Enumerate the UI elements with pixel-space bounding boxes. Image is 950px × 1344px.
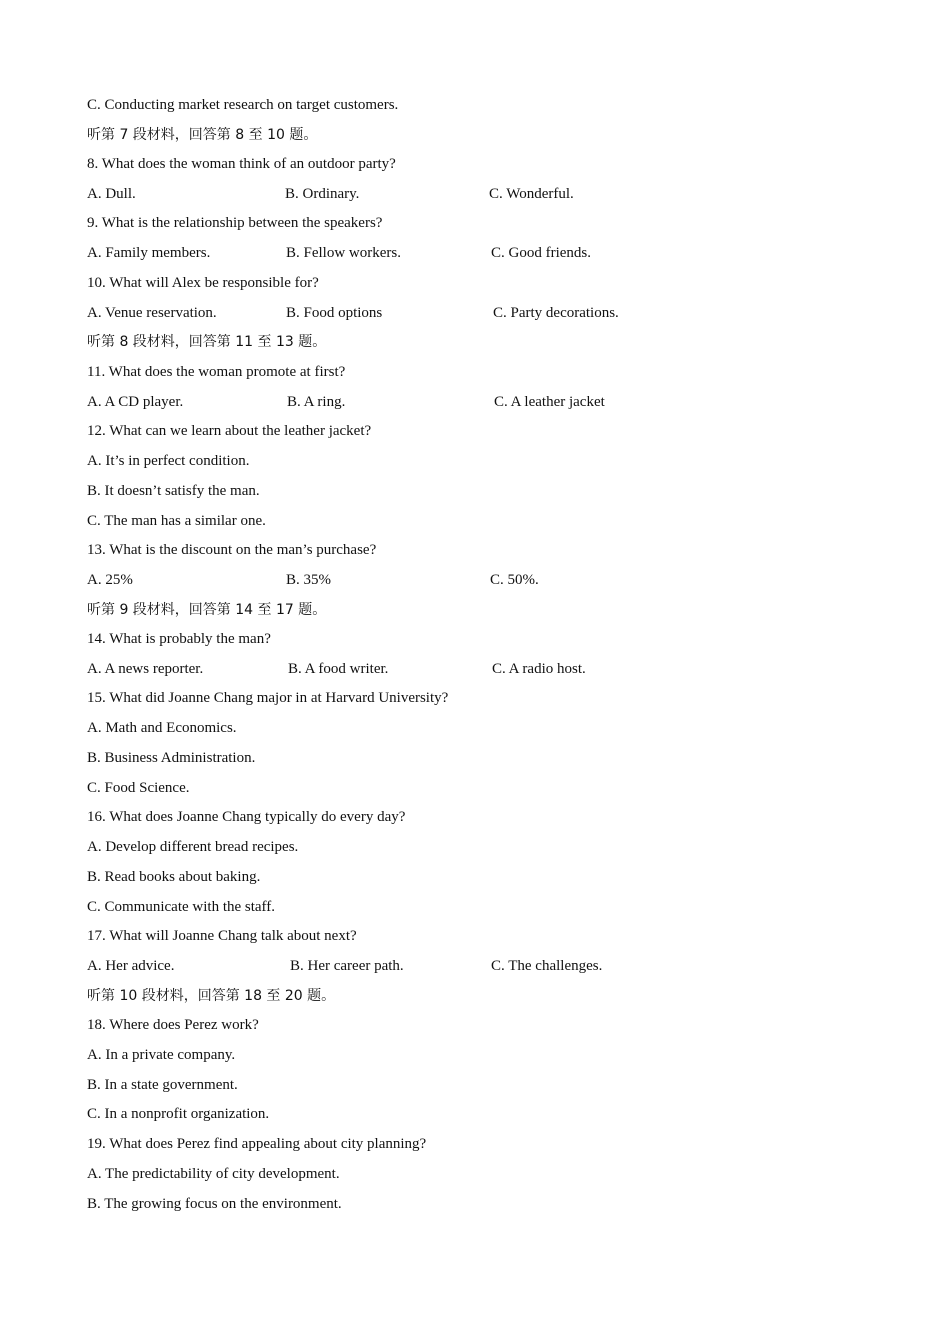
options-row-8 — [87, 183, 687, 205]
question-14: 14. What is probably the man? — [87, 631, 271, 647]
option-11a: A. A CD player. — [87, 394, 184, 410]
option-15c: C. Food Science. — [87, 780, 190, 796]
question-8: 8. What does the woman think of an outdoor party? — [87, 156, 396, 172]
option-16b: B. Read books about baking. — [87, 869, 261, 885]
option-17b: B. Her career path. — [290, 958, 404, 974]
option-12b: B. It doesn’t satisfy the man. — [87, 483, 260, 499]
question-17: 17. What will Joanne Chang talk about next? — [87, 928, 357, 944]
option-15b: B. Business Administration. — [87, 750, 256, 766]
options-row-10 — [87, 302, 687, 324]
question-12: 12. What can we learn about the leather jacket? — [87, 423, 372, 439]
option-13b: B. 35% — [286, 572, 331, 588]
section-heading-8: 听第 8 段材料，回答第 11 至 13 题。 — [87, 334, 327, 350]
question-16: 16. What does Joanne Chang typically do every day? — [87, 809, 406, 825]
section-heading-7: 听第 7 段材料，回答第 8 至 10 题。 — [87, 127, 318, 143]
question-19: 19. What does Perez find appealing about city planning? — [87, 1136, 427, 1152]
option-9a: A. Family members. — [87, 245, 211, 261]
option-10c: C. Party decorations. — [493, 305, 619, 321]
options-row-11 — [87, 391, 687, 413]
option-9c: C. Good friends. — [491, 245, 591, 261]
option-12c: C. The man has a similar one. — [87, 513, 266, 529]
section-heading-10: 听第 10 段材料，回答第 18 至 20 题。 — [87, 988, 336, 1004]
question-15: 15. What did Joanne Chang major in at Harvard University? — [87, 690, 449, 706]
option-13a: A. 25% — [87, 572, 133, 588]
option-14a: A. A news reporter. — [87, 661, 204, 677]
option-17a: A. Her advice. — [87, 958, 175, 974]
option-8b: B. Ordinary. — [285, 186, 360, 202]
question-18: 18. Where does Perez work? — [87, 1017, 259, 1033]
option-17c: C. The challenges. — [491, 958, 603, 974]
option-16a: A. Develop different bread recipes. — [87, 839, 299, 855]
option-18c: C. In a nonprofit organization. — [87, 1106, 270, 1122]
option-10b: B. Food options — [286, 305, 383, 321]
options-row-17 — [87, 955, 687, 977]
question-10: 10. What will Alex be responsible for? — [87, 275, 319, 291]
options-row-14 — [87, 658, 687, 680]
option-18b: B. In a state government. — [87, 1077, 238, 1093]
option-9b: B. Fellow workers. — [286, 245, 401, 261]
option-8c: C. Wonderful. — [489, 186, 574, 202]
question-13: 13. What is the discount on the man’s purchase? — [87, 542, 377, 558]
option-18a: A. In a private company. — [87, 1047, 236, 1063]
question-9: 9. What is the relationship between the speakers? — [87, 215, 383, 231]
options-row-9 — [87, 242, 687, 264]
option-8a: A. Dull. — [87, 186, 136, 202]
option-13c: C. 50%. — [490, 572, 539, 588]
options-row-13 — [87, 569, 687, 591]
option-14c: C. A radio host. — [492, 661, 586, 677]
option-12a: A. It’s in perfect condition. — [87, 453, 250, 469]
option-15a: A. Math and Economics. — [87, 720, 237, 736]
option-11b: B. A ring. — [287, 394, 346, 410]
option-19a: A. The predictability of city development. — [87, 1166, 340, 1182]
option-14b: B. A food writer. — [288, 661, 389, 677]
option-19b: B. The growing focus on the environment. — [87, 1196, 342, 1212]
option-10a: A. Venue reservation. — [87, 305, 217, 321]
option-16c: C. Communicate with the staff. — [87, 899, 276, 915]
option-11c: C. A leather jacket — [494, 394, 605, 410]
answer-option-7c: C. Conducting market research on target customers. — [87, 97, 399, 113]
question-11: 11. What does the woman promote at first? — [87, 364, 346, 380]
section-heading-9: 听第 9 段材料，回答第 14 至 17 题。 — [87, 602, 327, 618]
